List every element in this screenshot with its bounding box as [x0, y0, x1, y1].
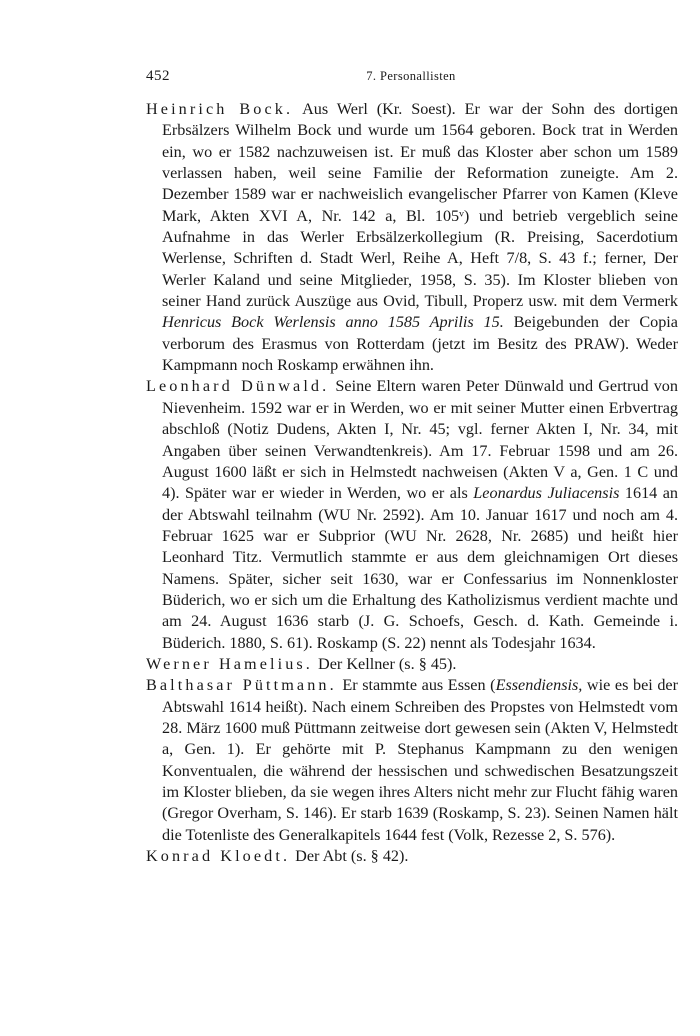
personnel-list	[146, 99, 678, 867]
entry-text: Aus Werl (Kr. Soest). Er war der Sohn des dortigen Erbsälzers Wilhelm Bock und wurde um 1564 geboren. Bock trat in Werden ein, wo er 1582 nachzuweisen ist. Er muß das Kloster aber schon um 1589 verlassen haben, weil seine Familie der Reformation zuneigte. Am 2. Dezember 1589 war er nachweislich evangelischer Pfarrer von Kamen (Kleve Mark, Akten XVI A, Nr. 142 a, Bl. 105ᵛ) und betrieb vergeblich seine Aufnahme in das Werler Erbsälzerkollegium (R. Preising, Sacerdotium Werlense, Schriften d. Stadt Werl, Reihe A, Heft 7/8, S. 43 f.; ferner, Der Werler Kaland und seine Mitglieder, 1958, S. 35). Im Kloster blieben von seiner Hand zurück Auszüge aus Ovid, Tibull, Properz usw. mit dem Vermerk	[162, 100, 678, 311]
entry-leonhard-duenwald	[146, 376, 678, 653]
running-head	[146, 68, 676, 88]
entry-name: Balthasar Püttmann.	[146, 676, 337, 695]
entry-text: Der Abt (s. § 42).	[295, 847, 409, 866]
entry-name: Leonhard Dünwald.	[146, 377, 330, 396]
entry-name: Werner Hamelius.	[146, 654, 313, 673]
chapter-title: 7. Personallisten	[366, 69, 456, 83]
entry-text: Der Kellner (s. § 45).	[318, 654, 457, 673]
entry-text-continued: 1614 an der Abtswahl teilnahm (WU Nr. 2592). Am 10. Januar 1617 und noch am 4. Februar 1625 war er Subprior (WU Nr. 2628, Nr. 2685) und heißt hier Leonhard Titz. Vermutlich stammte er aus dem gleichnamigen Ort dieses Namens. Später, sicher seit 1630, war er Confessarius im Nonnenkloster Büderich, wo er sich um die Erhaltung des Katholizismus verdient machte und am 24. August 1636 starb (J. G. Schoefs, Gesch. d. Kath. Gemeinde i. Büderich. 1880, S. 61). Roskamp (S. 22) nennt als Todesjahr 1634.	[162, 484, 679, 652]
entry-text: Er stammte aus Essen (	[342, 676, 496, 695]
entry-text-continued: wie es bei der Abtswahl 1614 heißt). Nach einem Schreiben des Propstes von Helmstedt vom 28. März 1600 muß Püttmann zeitweise dort gewesen sein (Akten V, Helmstedt a, Gen. 1). Er gehörte mit P. Stephanus Kampmann zu den wenigen Konventualen, die während der hessischen und schwedischen Besatzungszeit im Kloster blieben, da sie wegen ihres Alters nicht mehr zur Flucht fähig waren (Gregor Overham, S. 146). Er starb 1639 (Roskamp, S. 23). Seinen Namen hält die Totenliste des Generalkapitels 1644 fest (Volk, Rezesse 2, S. 576).	[162, 676, 679, 844]
entry-italic-text: Leonardus Juliacensis	[473, 484, 620, 503]
entry-name: Konrad Kloedt.	[146, 847, 291, 866]
entry-name: Heinrich Bock.	[146, 100, 294, 118]
entry-italic-text: Essendiensis,	[495, 676, 583, 695]
entry-konrad-kloedt	[146, 846, 678, 867]
entry-werner-hamelius	[146, 654, 678, 675]
entry-balthasar-puettmann	[146, 675, 678, 846]
entry-heinrich-bock	[146, 99, 678, 376]
entry-italic-text: Henricus Bock Werlensis anno 1585 Aprilis 15.	[162, 313, 504, 332]
page-number: 452	[146, 68, 170, 84]
entry-text-continued: Beigebunden der Copia verborum des Erasmus von Rotterdam (jetzt im Besitz des PRAW). Weder Kampmann noch Roskamp erwähnen ihn.	[162, 313, 678, 375]
entry-text: Seine Eltern waren Peter Dünwald und Gertrud von Nievenheim. 1592 war er in Werden, wo er mit seiner Mutter einen Erbvertrag abschloß (Notiz Dudens, Akten I, Nr. 45; vgl. ferner Akten I, Nr. 34, mit Angaben über seinen Verwandtenkreis). Am 17. Februar 1598 und am 26. August 1600 läßt er sich in Helmstedt nachweisen (Akten V a, Gen. 1 C und 4). Später war er wieder in Werden, wo er als	[162, 377, 678, 503]
